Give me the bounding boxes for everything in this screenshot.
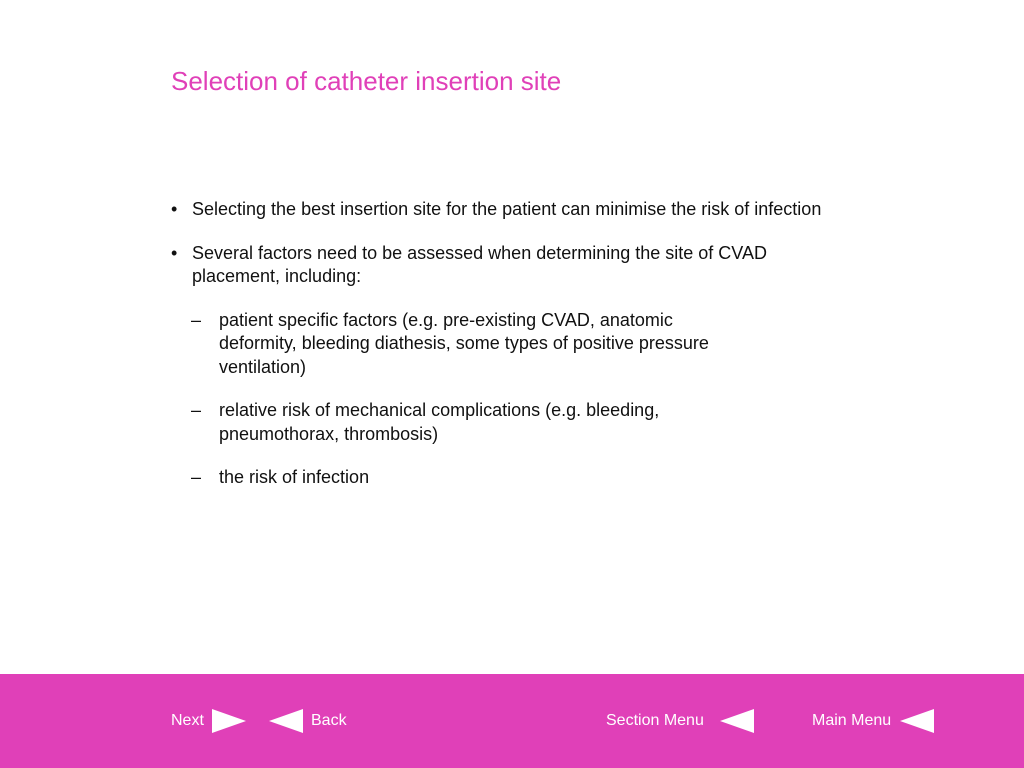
triangle-right-icon <box>212 709 246 733</box>
back-label: Back <box>311 712 347 729</box>
bullet-item <box>171 242 851 289</box>
next-button[interactable] <box>171 708 246 734</box>
slide-title: Selection of catheter insertion site <box>171 66 562 96</box>
sub-bullet-item <box>171 466 851 490</box>
back-button[interactable] <box>269 708 347 734</box>
sub-bullet-marker: – <box>191 467 202 487</box>
triangle-left-icon <box>720 709 754 733</box>
sub-bullet-text: relative risk of mechanical complications (e.g. bleeding, pneumothorax, thrombosis) <box>219 400 660 444</box>
bullet-text: Selecting the best insertion site for the patient can minimise the risk of infection <box>192 199 822 219</box>
bullet-marker: • <box>171 242 178 263</box>
bullet-item <box>171 198 851 222</box>
bullet-text: Several factors need to be assessed when determining the site of CVAD placement, including: <box>192 242 767 286</box>
triangle-left-icon <box>269 709 303 733</box>
sub-bullet-marker: – <box>191 309 202 330</box>
bullet-marker: • <box>171 199 178 219</box>
triangle-left-icon <box>900 709 934 733</box>
sub-bullet-text: patient specific factors (e.g. pre-existing CVAD, anatomic deformity, bleeding diathesis, some types of positive pressure ventilation) <box>219 309 709 377</box>
footer-nav-bar <box>0 674 1024 768</box>
sub-bullet-item <box>171 309 851 380</box>
sub-bullet-item <box>171 399 851 446</box>
next-label: Next <box>171 712 204 729</box>
slide-content <box>171 198 851 510</box>
section-menu-label: Section Menu <box>606 712 704 729</box>
main-menu-label: Main Menu <box>812 712 892 729</box>
sub-bullet-text: the risk of infection <box>219 467 370 487</box>
sub-bullet-marker: – <box>191 400 202 420</box>
main-menu-button[interactable] <box>812 708 934 734</box>
section-menu-button[interactable] <box>606 708 754 734</box>
